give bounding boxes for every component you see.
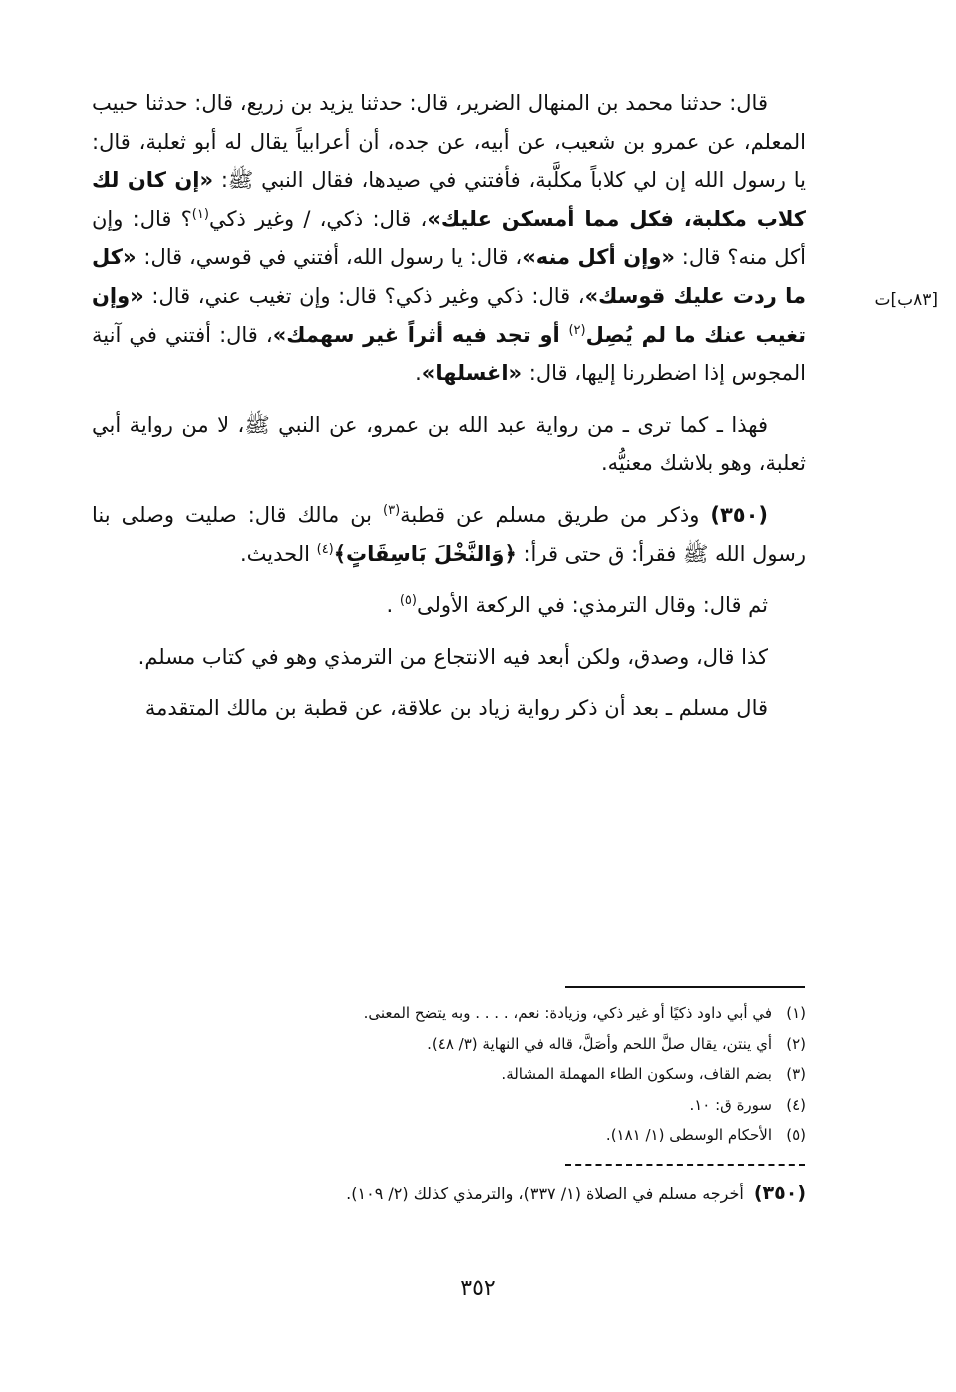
- text-run: ، قال: ذكي، / وغير ذكي: [208, 206, 428, 231]
- text-run: ثم قال: وقال الترمذي: في الركعة الأولى: [416, 593, 768, 618]
- source-text: أخرجه مسلم في الصلاة (١/ ٣٣٧)، والترمذي كذلك (٢/ ١٠٩).: [346, 1184, 744, 1203]
- footnote-number: (٤): [786, 1095, 806, 1114]
- footnotes: [200, 998, 806, 1151]
- paragraph-muslim: قال مسلم ـ بعد أن ذكر رواية زياد بن علاقة، عن قطبة بن مالك المتقدمة: [144, 696, 768, 721]
- footnote-ref-3: (٣): [383, 502, 401, 518]
- footnote-text: الأحكام الوسطى (١/ ١٨١).: [605, 1126, 772, 1144]
- text-run: .: [386, 593, 400, 618]
- text-run: ؟ قال: وإن أكل منه؟ قال:: [92, 206, 806, 270]
- footnote-ref-4: (٤): [316, 541, 334, 557]
- footnote-text: في أبي داود ذكيًا أو غير ذكي، وزيادة: نعم، . . . . وبه يتضح المعنى.: [363, 1004, 772, 1022]
- footnote-divider: [565, 986, 805, 988]
- page-number: ٣٥٢: [460, 1276, 496, 1301]
- footnote-text: سورة ق: ١٠.: [689, 1095, 772, 1114]
- footnote-text: بضم القاف، وسكون الطاء المهملة المشالة.: [501, 1065, 772, 1083]
- entry-number: (٣٥٠): [710, 502, 768, 527]
- text-run: .: [415, 361, 422, 386]
- footnote-ref-2: (٢): [568, 322, 586, 338]
- paragraph-hadith: [92, 84, 806, 393]
- footnote: [200, 1090, 806, 1121]
- text-run: وذكر من طريق مسلم عن قطبة: [400, 502, 711, 527]
- paragraph-350: [92, 496, 806, 573]
- text-run: بن مالك قال: صليت وصلى بنا رسول الله ﷺ فقرأ: ق حتى قرأ:: [92, 502, 806, 566]
- margin-reference: [٨٣ب]ت: [874, 290, 938, 310]
- hadith-quote: «إن كان لك كلاب مكلبة، فكل مما أمسكن عليك»: [92, 168, 806, 231]
- footnote: [200, 1120, 806, 1151]
- footnote-ref-1: (١): [191, 206, 209, 222]
- footnote-number: (٣): [786, 1065, 806, 1083]
- hadith-quote: «اغسلها»: [421, 361, 523, 386]
- paragraph-tirmidhi: [92, 586, 806, 625]
- hadith-quote: «كل ما ردت عليك قوسك»: [92, 245, 806, 308]
- paragraph-remark: كذا قال، وصدق، ولكن أبعد فيه الانتجاع من الترمذي وهو في كتاب مسلم.: [137, 644, 768, 669]
- paragraph-commentary: فهذا ـ كما ترى ـ من رواية عبد الله بن عمرو، عن النبي ﷺ، لا من رواية أبي ثعلبة، وهو بلاشك معنيُّه.: [92, 412, 806, 476]
- footnote: [200, 998, 806, 1029]
- source-note: [120, 1178, 806, 1209]
- source-divider: [565, 1164, 805, 1166]
- text-run: ، قال: يا رسول الله، أفتني في قوسي، قال:: [136, 245, 523, 270]
- text-run: قال: حدثنا محمد بن المنهال الضرير، قال: حدثنا يزيد بن زريع، قال: حدثنا حبيب المعلم، عن عمرو بن شعيب، عن أبيه، عن جده، أن أعرابياً يقال له أبو ثعلبة، قال: يا رسول الله إن لي كلاباً مكلَّبة، فأفتني في صيدها، فقال النبي ﷺ:: [92, 91, 806, 193]
- footnote-ref-5: (٥): [399, 593, 417, 609]
- text-run: الحديث.: [239, 541, 317, 566]
- text-run: ، قال: أفتني في آنية المجوس إذا اضطررنا إليها، قال:: [92, 322, 806, 386]
- footnote: [200, 1059, 806, 1090]
- hadith-quote: «وإن تغيب عنك ما لم يُصِل: [92, 283, 806, 347]
- footnote-text: أي ينتن، يقال صلَّ اللحم وأصَلَّ، قاله في النهاية (٣/ ٤٨).: [427, 1034, 772, 1053]
- footnote-number: (٢): [786, 1034, 806, 1053]
- source-entry-number: (٣٥٠): [753, 1182, 806, 1204]
- quran-verse: ﴿وَالنَّخْلَ بَاسِقَاتٍ﴾: [333, 541, 517, 566]
- text-run: ، قال: ذكي وغير ذكي؟ قال: وإن تغيب عني، قال:: [143, 283, 585, 308]
- footnote: [200, 1029, 806, 1060]
- footnote-number: (٥): [786, 1126, 806, 1144]
- footnote-number: (١): [786, 1004, 806, 1022]
- hadith-quote: «وإن أكل منه»: [522, 245, 675, 270]
- main-text: [92, 84, 806, 741]
- hadith-quote: أو تجد فيه أثراً غير سهمك»: [272, 322, 569, 347]
